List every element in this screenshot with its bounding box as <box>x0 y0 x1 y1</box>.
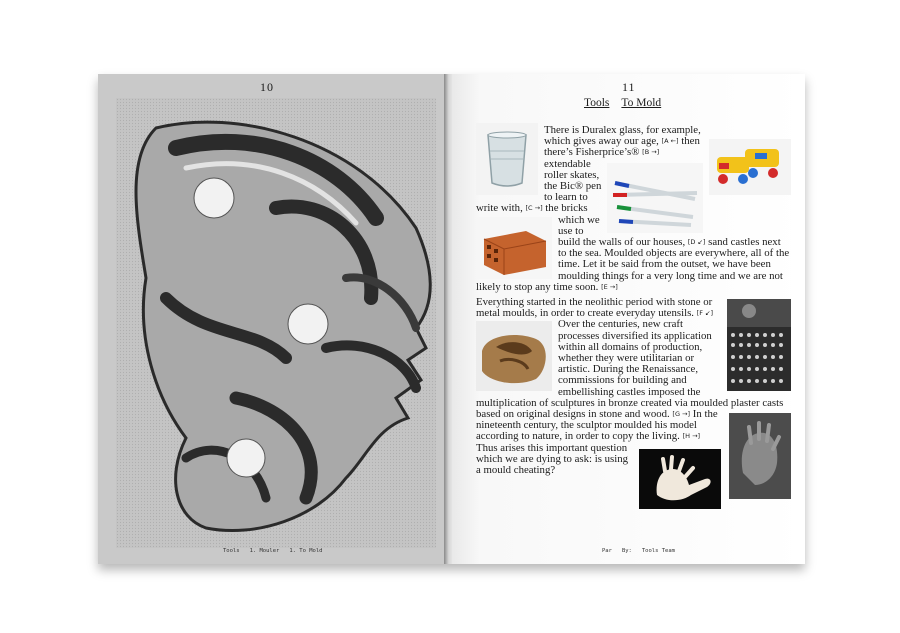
left-page <box>98 74 444 564</box>
left-page-footer: Tools 1. Mouler 1. To Mold <box>223 548 323 554</box>
right-page <box>452 74 805 564</box>
article-body <box>476 125 791 509</box>
stone-mould-image <box>476 321 552 391</box>
duralex-glass-image <box>476 123 538 195</box>
plaster-hand-photo <box>639 449 721 509</box>
embossed-sculpture-photo <box>116 98 436 548</box>
bronze-hand-photo <box>729 413 791 499</box>
header-tools: Tools <box>584 97 610 109</box>
bic-pens-image <box>607 163 703 233</box>
right-page-footer: Par By: Tools Team <box>602 548 675 554</box>
ref-marker-b: [B →] <box>642 148 660 157</box>
egg-trays-photo <box>727 299 791 391</box>
ref-marker-d: [D ↙] <box>687 238 706 247</box>
ref-marker-g: [G →] <box>672 410 691 419</box>
ref-marker-f: [F ↙] <box>696 309 713 318</box>
ref-marker-a: [A ←] <box>661 137 679 146</box>
ref-marker-c: [C →] <box>525 204 543 213</box>
header-to-mold: To Mold <box>621 97 662 109</box>
left-page-number: 10 <box>260 80 274 94</box>
magazine-spread <box>98 74 805 564</box>
brick-image <box>476 217 552 279</box>
right-page-number: 11 <box>622 80 636 94</box>
ref-marker-h: [H →] <box>682 432 701 441</box>
book-gutter <box>444 74 452 564</box>
paragraph-2: Everything started in the neolithic period with stone or metal moulds, in order to create everyday utensils. [F ↙] Over the centuries, new craft processes diversified its application within all domains of production, whether they were utilitarian or artistic. During the Renaissance, commissions for building and embellishing castles imposed the multiplication of sculptures in bronze created via moulded plaster casts based on original designs in stone and wood. [G →] In the nineteenth century, the sculptor moulded his model according to nature, in order to copy the living. [H →] Thus arises this important question which we are dying to ask: is using a mould cheating? <box>476 297 791 476</box>
ref-marker-e: [E →] <box>601 282 618 291</box>
paragraph-1: There is Duralex glass, for example, which gives away our age, [A ←] then there’s Fisherprice’s® [B →] extendable roller skates, the Bic® pen to learn to write with, [C →] the bricks which we use to build the walls of our houses, [D ↙] sand castles next to the sea. Moulded objects are everywhere, all of the time. Let it be said from the outset, we have been moulding things for a very long time and we are not likely to stop any time soon. [E →] <box>476 124 790 293</box>
roller-skates-image <box>709 139 791 195</box>
section-header <box>584 97 673 109</box>
